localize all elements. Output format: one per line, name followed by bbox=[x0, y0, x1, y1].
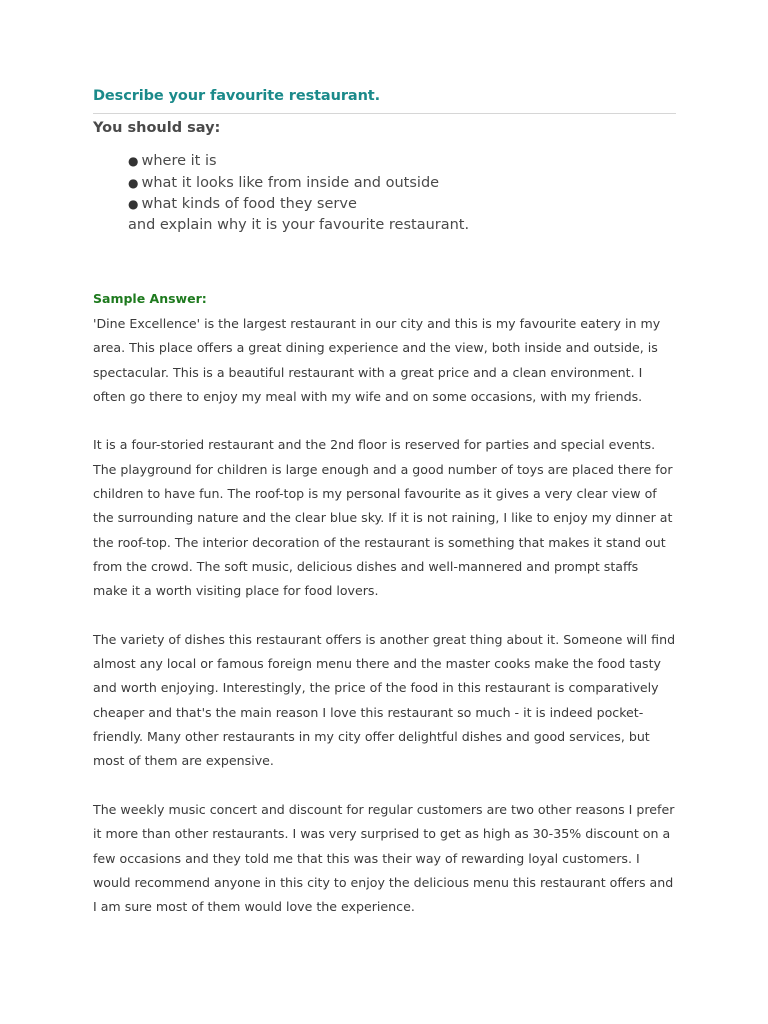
bullet-item bbox=[128, 173, 439, 195]
bullet-icon: ● bbox=[128, 197, 139, 212]
answer-paragraph: It is a four-storied restaurant and the 2nd floor is reserved for parties and special events. The playground for children is large enough and a good number of toys are placed there for children to have fun. The roof-top is my personal favourite as it gives a very clear view of the surrounding nature and the clear blue sky. If it is not raining, I like to enjoy my dinner at the roof-top. The interior decoration of the restaurant is something that makes it stand out from the crowd. The soft music, delicious dishes and well-mannered and prompt staffs make it a worth visiting place for food lovers. bbox=[93, 437, 673, 599]
answer-paragraph: The variety of dishes this restaurant offers is another great thing about it. Someone will find almost any local or famous foreign menu there and the master cooks make the food tasty and worth enjoying. Interestingly, the price of the food in this restaurant is comparatively cheaper and that's the main reason I love this restaurant so much - it is indeed pocket-friendly. Many other restaurants in my city offer delightful dishes and good services, but most of them are expensive. bbox=[93, 631, 676, 769]
explain-prompt: and explain why it is your favourite restaurant. bbox=[128, 217, 470, 233]
cue-card-bullets bbox=[128, 151, 439, 216]
sample-answer-label: Sample Answer: bbox=[93, 291, 207, 306]
sample-answer-body bbox=[93, 312, 676, 919]
answer-paragraph: The weekly music concert and discount for regular customers are two other reasons I prefer it more than other restaurants. I was very surprised to get as high as 30-35% discount on a few occasions and they told me that this was their way of rewarding loyal customers. I would recommend anyone in this city to enjoy the delicious menu this restaurant offers and I am sure most of them would love the experience. bbox=[93, 801, 675, 915]
bullet-text: where it is bbox=[141, 153, 217, 169]
bullet-item bbox=[128, 151, 439, 173]
answer-paragraph: 'Dine Excellence' is the largest restaurant in our city and this is my favourite eatery in my area. This place offers a great dining experience and the view, both inside and outside, is spectacular. This is a beautiful restaurant with a great price and a clean environment. I often go there to enjoy my meal with my wife and on some occasions, with my friends. bbox=[93, 316, 661, 404]
should-say-label: You should say: bbox=[93, 120, 221, 136]
bullet-text: what kinds of food they serve bbox=[141, 196, 357, 213]
bullet-item bbox=[128, 194, 439, 216]
bullet-icon: ● bbox=[128, 175, 139, 190]
title-divider bbox=[93, 113, 676, 114]
question-title: Describe your favourite restaurant. bbox=[93, 88, 381, 104]
bullet-icon: ● bbox=[128, 154, 139, 168]
bullet-text: what it looks like from inside and outside bbox=[141, 174, 440, 191]
